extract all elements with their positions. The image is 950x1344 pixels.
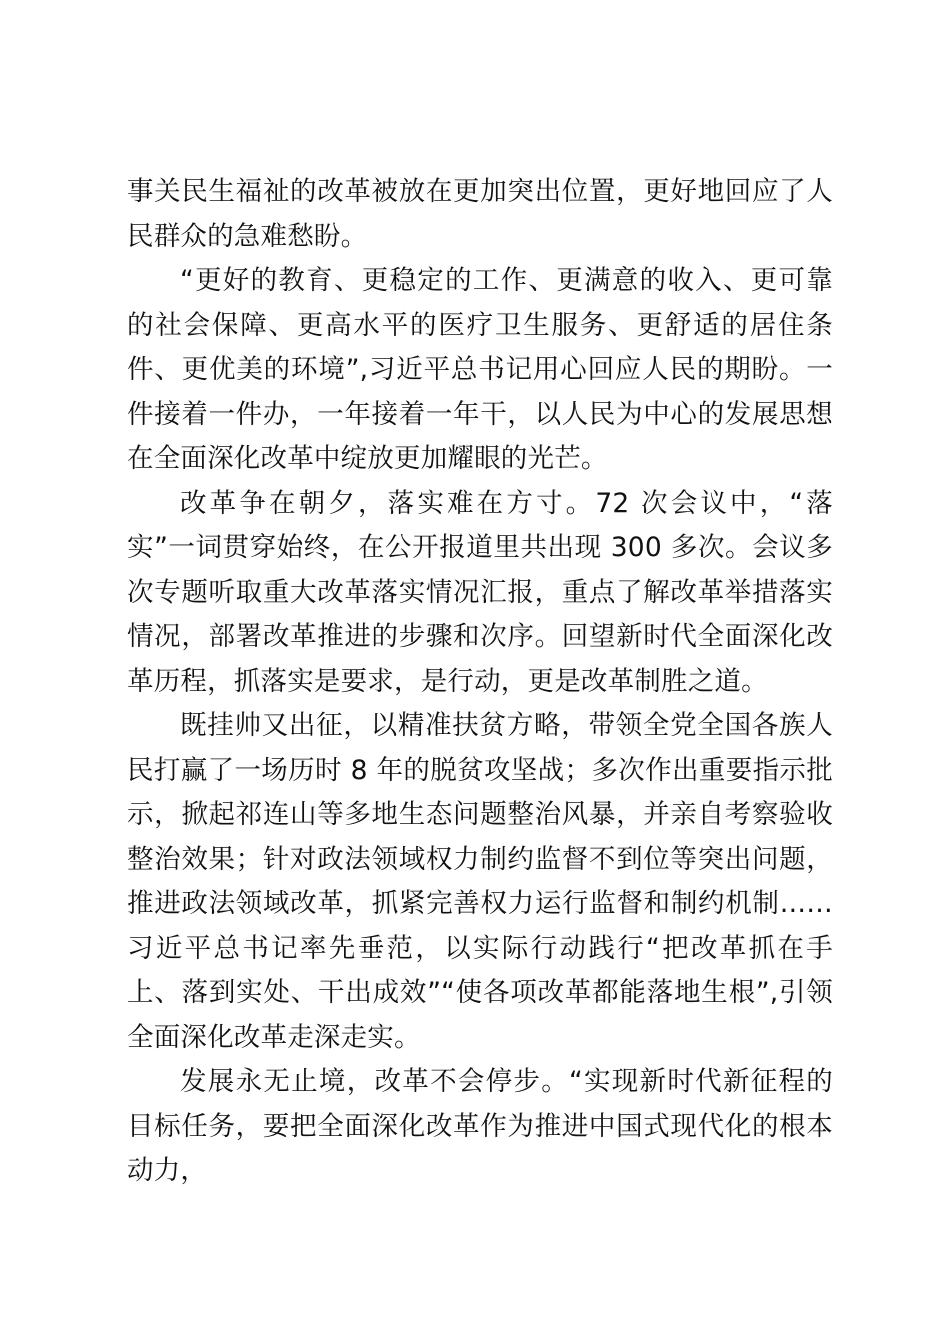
paragraph-4: 既挂帅又出征，以精准扶贫方略，带领全党全国各族人民打赢了一场历时 8 年的脱贫攻坚战；多次作出重要指示批示，掀起祁连山等多地生态问题整治风暴，并亲自考察验收整治效果；针对政法领域权力制约监督不到位等突出问题，推进政法领域改革，抓紧完善权力运行监督和制约机制……习近平总书记率先垂范，以实际行动践行“把改革抓在手上、落到实处、干出成效”“使各项改革都能落地生根”,引领全面深化改革走深走实。 xyxy=(127,710,833,1053)
document-body xyxy=(127,170,833,1194)
paragraph-2: “更好的教育、更稳定的工作、更满意的收入、更可靠的社会保障、更高水平的医疗卫生服务、更舒适的居住条件、更优美的环境”,习近平总书记用心回应人民的期盼。一件接着一件办，一年接着一年干，以人民为中心的发展思想在全面深化改革中绽放更加耀眼的光芒。 xyxy=(127,265,833,474)
paragraph-3: 改革争在朝夕，落实难在方寸。72 次会议中，“落实”一词贯穿始终，在公开报道里共出现 300 多次。会议多次专题听取重大改革落实情况汇报，重点了解改革举措落实情况，部署改革推进的步骤和次序。回望新时代全面深化改革历程，抓落实是要求，是行动，更是改革制胜之道。 xyxy=(127,487,833,697)
paragraph-5: 发展永无止境，改革不会停步。“实现新时代新征程的目标任务，要把全面深化改革作为推进中国式现代化的根本动力， xyxy=(127,1066,833,1186)
paragraph-1: 事关民生福祉的改革被放在更加突出位置，更好地回应了人民群众的急难愁盼。 xyxy=(127,176,833,252)
